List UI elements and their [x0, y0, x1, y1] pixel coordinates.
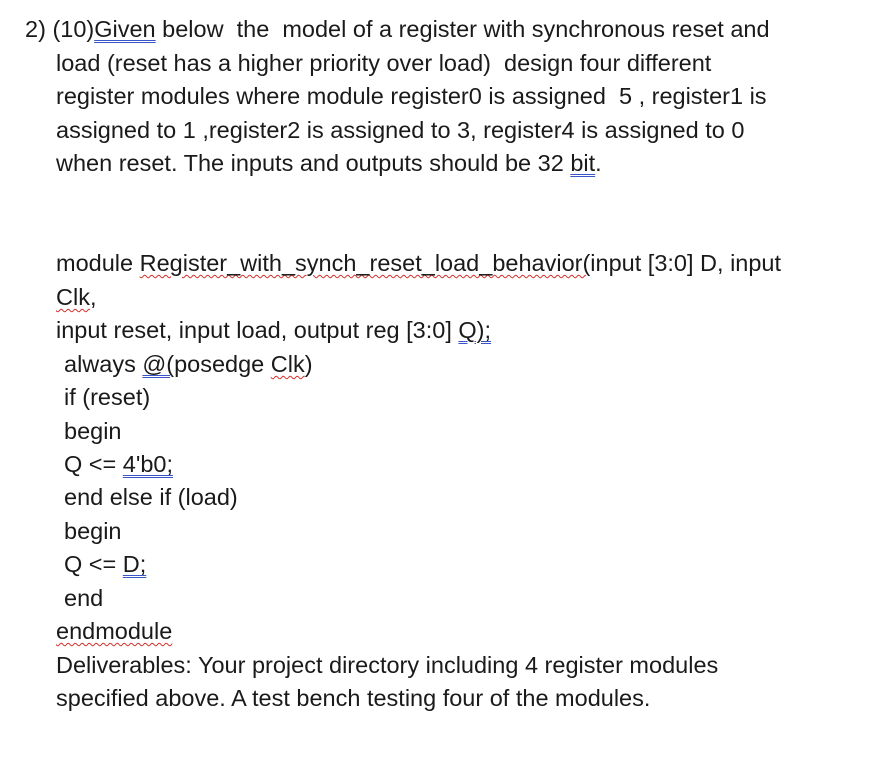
question-text: when reset. The inputs and outputs should be 32 [56, 150, 571, 176]
question-text: below the model of a register with synchronous reset and [155, 16, 770, 42]
question-line-5 [56, 147, 602, 180]
deliverables-line-1: Deliverables: Your project directory including 4 register modules [56, 652, 719, 678]
question-line-3: register modules where module register0 is assigned 5 , register1 is [56, 83, 767, 109]
code-always-line [64, 348, 313, 381]
spelling-marked-identifier: Register_with_synch_reset_load_behavior( [139, 250, 591, 276]
question-number: 2) [25, 16, 53, 42]
code-end-line: end [64, 585, 104, 611]
code-begin-line: begin [64, 418, 122, 444]
grammar-marked-word: bit [570, 150, 596, 176]
code-begin-line: begin [64, 518, 122, 544]
code-else-if-line: end else if (load) [64, 484, 238, 510]
question-line-1 [25, 13, 770, 46]
code-keyword: module [56, 250, 140, 276]
code-text: ) [304, 351, 313, 377]
question-points: (10) [52, 16, 95, 42]
spelling-marked-identifier: endmodule [56, 618, 173, 644]
grammar-marked-word: D; [122, 551, 147, 577]
code-text: input reset, input load, output reg [3:0] [56, 317, 459, 343]
code-reset-assign-line [64, 448, 173, 481]
question-text: . [595, 150, 602, 176]
code-endmodule-line [56, 615, 172, 648]
question-line-4: assigned to 1 ,register2 is assigned to 3, register4 is assigned to 0 [56, 117, 745, 143]
spelling-marked-identifier: Clk [56, 284, 90, 310]
code-text: Q <= [64, 451, 123, 477]
spelling-marked-identifier: Clk [270, 351, 305, 377]
code-text: Q <= [64, 551, 123, 577]
code-text: , [89, 284, 97, 310]
code-load-assign-line [64, 548, 146, 581]
deliverables-line-2: specified above. A test bench testing four of the modules. [56, 685, 651, 711]
grammar-marked-word: @( [142, 351, 175, 377]
grammar-marked-word: Given [94, 16, 156, 42]
code-text: posedge [174, 351, 271, 377]
code-module-line [56, 247, 781, 280]
question-line-2: load (reset has a higher priority over load) design four different [56, 50, 712, 76]
code-keyword: always [64, 351, 143, 377]
code-ports-line [56, 314, 491, 347]
code-text: input [3:0] D, input [590, 250, 782, 276]
grammar-marked-word: 4'b0; [122, 451, 174, 477]
grammar-marked-word: Q); [458, 317, 492, 343]
code-clk-line [56, 281, 96, 314]
code-if-line: if (reset) [64, 384, 151, 410]
